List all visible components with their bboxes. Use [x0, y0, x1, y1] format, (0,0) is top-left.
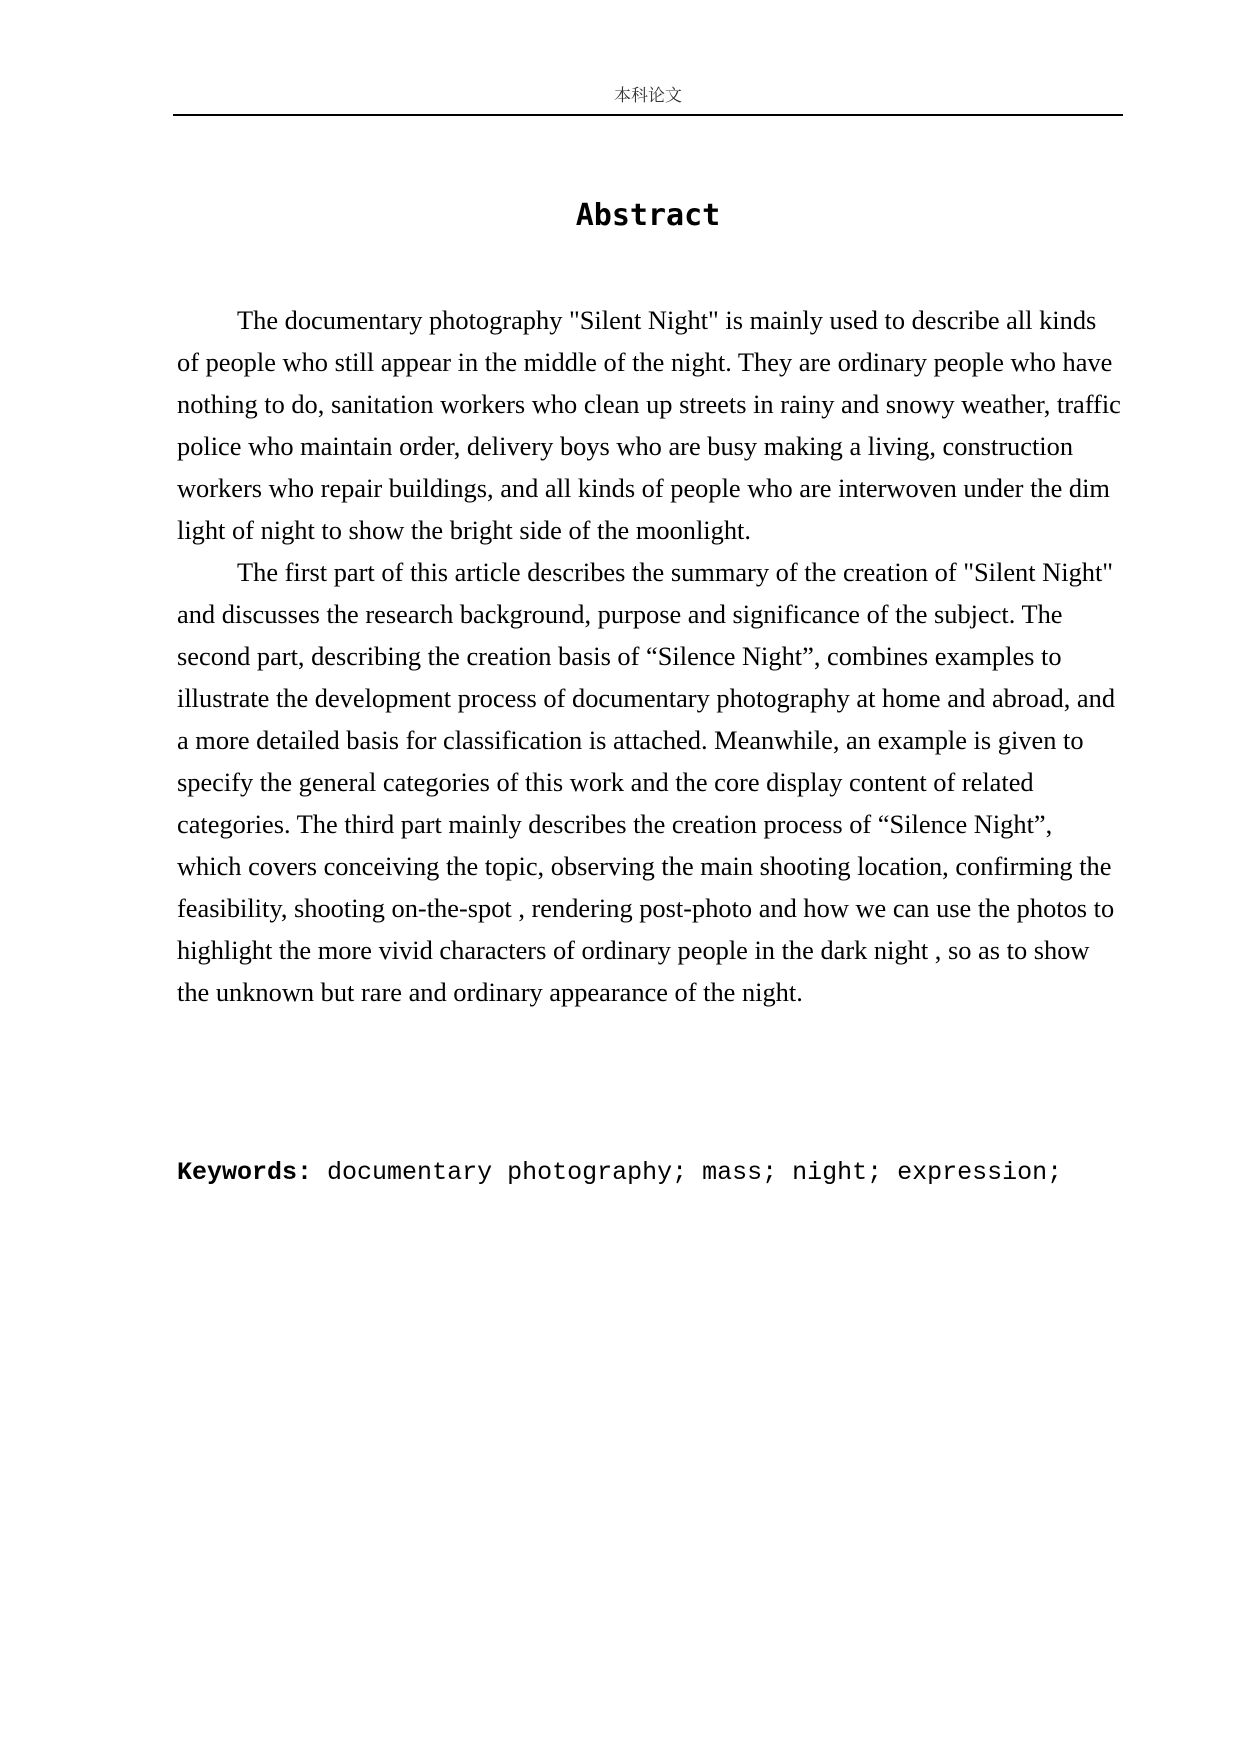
abstract-paragraph-2: The first part of this article describes the summary of the creation of "Silent Night" and discusses the research background, purpose and significance of the subject. The second part, describing the creation basis of “Silence Night”, combines examples to illustrate the development process of documentary photography at home and abroad, and a more detailed basis for classification is attached. Meanwhile, an example is given to specify the general categories of this work and the core display content of related categories. The third part mainly describes the creation process of “Silence Night”, which covers conceiving the topic, observing the main shooting location, confirming the feasibility, shooting on-the-spot , rendering post-photo and how we can use the photos to highlight the more vivid characters of ordinary people in the dark night , so as to show the unknown but rare and ordinary appearance of the night. — [177, 557, 1116, 1007]
keywords-text: documentary photography; mass; night; expression; — [327, 1158, 1063, 1187]
running-header: 本科论文 — [614, 86, 682, 106]
keywords-line — [177, 1155, 1122, 1191]
abstract-paragraph-1: The documentary photography "Silent Night" is mainly used to describe all kinds of people who still appear in the middle of the night. They are ordinary people who have nothing to do, sanitation workers who clean up streets in rainy and snowy weather, traffic police who maintain order, delivery boys who are busy making a living, construction workers who repair buildings, and all kinds of people who are interwoven under the dim light of night to show the bright side of the moonlight. — [177, 305, 1121, 545]
keywords-label: Keywords: — [177, 1158, 313, 1187]
abstract-body — [177, 299, 1122, 1013]
header-rule — [173, 114, 1123, 116]
abstract-title: Abstract — [575, 198, 721, 233]
